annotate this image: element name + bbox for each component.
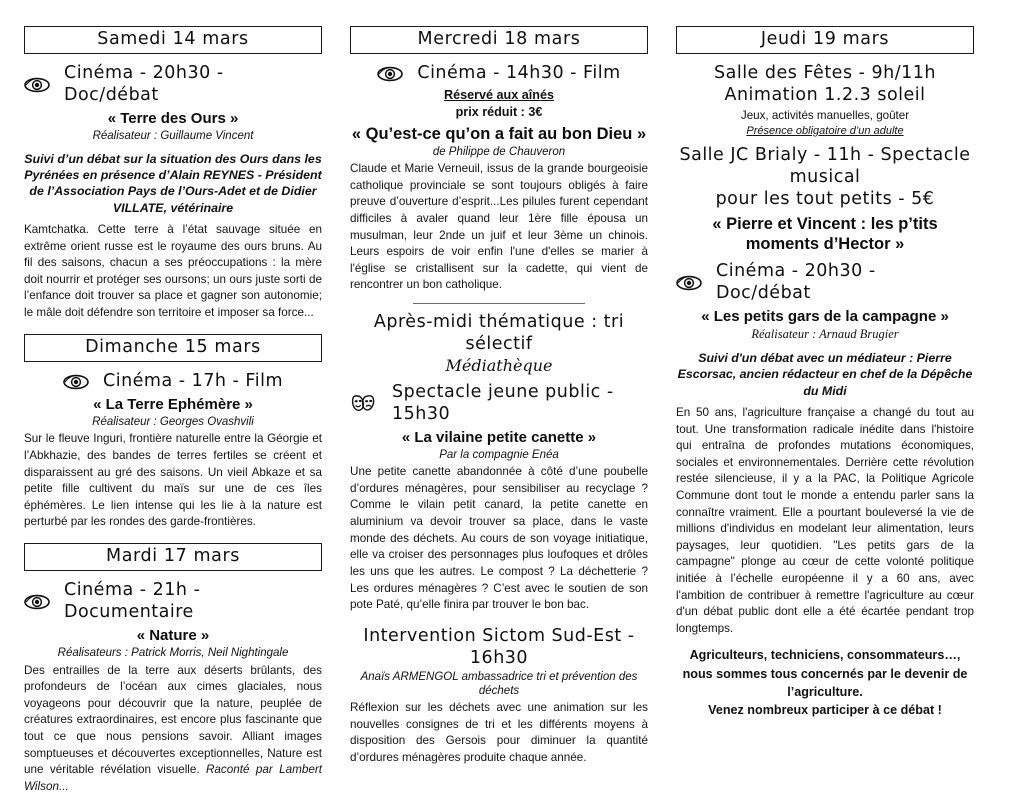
column-1	[24, 26, 322, 793]
film-title: « Nature »	[136, 626, 210, 644]
film-credit: Réalisateur : Arnaud Brugier	[751, 327, 899, 342]
session-line-cinema-jeudi	[676, 261, 974, 305]
show-company: Par la compagnie Enéa	[439, 448, 559, 461]
audience-restriction: Réservé aux aînés	[444, 88, 554, 102]
synopsis: Kamtchatka. Cette terre à l’état sauvage située en extrême orient russe est le royaume des ours bruns. Au fil des saisons, chacun a ses préoccupations : la mère doit nourrir et protéger ses oursons; un ours juste sorti de l’enfance doit trouver sa place et gagner son autonomie; le mâle doit défendre son territoire et imposer sa force...	[24, 223, 322, 320]
synopsis: En 50 ans, l'agriculture française a changé du tout au tout. Une transformation radicale inédite dans l'histoire qui entraîna de profondes mutations économiques, sociales et environnementales. Derrière cette révolution restée silencieuse, il y a la PAC, la Politique Agricole Commune dont tout le monde a entendu parler sans la connaître vraiment. Elle a pourtant bouleversé la vie de millions d'individus en modelant leur alimentation, leurs paysages, leur quotidien. "Les petits gars de la campagne" plonge au cœur de cette volonté politique initiée à l’échelle européenne il y a 60 ans, avec l'ambition de contribuer à remettre l'agriculture au cœur d'un débat public dont elle a été écartée pendant trop longtemps.	[676, 405, 974, 635]
film-title: « Qu’est-ce qu’on a fait au bon Dieu »	[351, 124, 647, 143]
synopsis-narrator: Raconté par Lambert Wilson...	[24, 763, 322, 793]
session-line-cinema-dimanche	[24, 371, 322, 393]
animation-venue: Salle des Fêtes - 9h/11h	[714, 63, 936, 84]
column-gap-2	[648, 26, 676, 706]
column-3	[676, 26, 974, 718]
intervention-heading: Intervention Sictom Sud-Est - 16h30	[363, 625, 635, 668]
animation-title: Animation 1.2.3 soleil	[724, 85, 926, 105]
spectacle-title: « Pierre et Vincent : les p’tits moments d’Hector »	[712, 214, 938, 253]
column-gap-1	[322, 26, 350, 706]
session-line-cinema-mercredi	[350, 63, 648, 85]
synopsis: Claude et Marie Verneuil, issus de la grande bourgeoisie catholique provinciale se sont toujours obligés à faire preuve d’ouverture d’esprit...Les pilules furent cependant difficiles à avaler quand leur 1ère fille épousa un musulman, leur 2nde un juif et leur 3ème un chinois. Leurs espoirs de voir enfin l'une d'elles se marier à l'église se cristallisent sur la cadette, qui vient de rencontrer un bon catholique.	[350, 162, 648, 292]
theme-heading: Après-midi thématique : tri sélectif	[373, 312, 625, 354]
price-note: prix réduit : 3€	[455, 105, 543, 120]
session-text: Cinéma - 20h30 - Doc/débat	[64, 63, 224, 105]
session-text: Cinéma - 21h - Documentaire	[64, 580, 201, 623]
intervention-description: Réflexion sur les déchets avec une animation sur les nouvelles consignes de tri et les différents moyens à disposition des Gersois pour diminuer la quantité d’ordures ménagères produite chaque année.	[350, 701, 648, 765]
film-credit: Réalisateur : Guillaume Vincent	[92, 130, 254, 143]
show-synopsis: Une petite canette abandonnée à côté d’une poubelle d’ordures ménagères, pour sensibiliser au recyclage ? Comme le vilain petit canard, la petite canette en aluminium va devoir trouver sa place, dans le vaste monde des déchets. Au cours de son voyage initiatique, elle va croiser des personnages plus loufoques et drôles les uns que les autres. Le compost ? La déchetterie ? Les ordures ménagères ? C’est avec le soutien de son pote Paté, qu’elle finira par trouver le bon bac.	[350, 465, 648, 612]
session-text: Cinéma - 17h - Film	[102, 370, 283, 391]
animation-detail: Jeux, activités manuelles, goûter	[740, 108, 910, 122]
day-title: Dimanche 15 mars	[85, 336, 261, 357]
animation-requirement: Présence obligatoire d’un adulte	[746, 124, 904, 137]
session-text: Cinéma - 20h30 - Doc/débat	[716, 261, 876, 303]
spectacle-venue: Salle JC Brialy - 11h - Spectacle musical	[679, 145, 971, 188]
closing-call-to-action	[676, 646, 974, 719]
day-title: Jeudi 19 mars	[760, 29, 890, 49]
day-header-mercredi-18-mars	[350, 26, 648, 54]
debate-note: Suivi d'un débat avec un médiateur : Pierre Escorsac, ancien rédacteur en chef de la Dépêche du Midi	[677, 350, 973, 398]
session-line-spectacle-jeune-public	[350, 382, 648, 426]
day-header-jeudi-19-mars	[676, 26, 974, 54]
debate-note: Suivi d’un débat sur la situation des Ours dans les Pyrénées en présence d’Alain REYNES - Président de l’Association Pays de l’Ours-Adet et de Didier VILLATE, vétérinaire	[24, 151, 322, 215]
eye-icon	[24, 594, 50, 610]
closing-line-3: Venez nombreux participer à ce débat !	[708, 703, 942, 718]
theme-venue: Médiathèque	[445, 355, 553, 375]
eye-icon	[24, 77, 50, 93]
closing-line-1: Agriculteurs, techniciens, consommateurs…,	[689, 648, 961, 663]
eye-icon	[377, 66, 403, 82]
synopsis	[24, 663, 322, 795]
day-header-samedi-14-mars	[24, 26, 322, 54]
session-line-cinema-mardi	[24, 580, 322, 624]
column-2	[350, 26, 648, 765]
day-title: Mercredi 18 mars	[417, 29, 581, 49]
day-header-mardi-17-mars	[24, 543, 322, 571]
theater-masks-icon	[350, 394, 378, 414]
closing-line-2: nous sommes tous concernés par le devenir de l’agriculture.	[682, 666, 968, 699]
eye-icon	[63, 374, 89, 390]
section-separator	[413, 303, 585, 304]
day-title: Mardi 17 mars	[106, 546, 240, 567]
intervention-speaker: Anaïs ARMENGOL ambassadrice tri et prévention des déchets	[360, 670, 638, 697]
film-title: « La Terre Ephémère »	[93, 395, 253, 413]
film-title: « Terre des Ours »	[107, 109, 239, 127]
film-credit: Réalisateurs : Patrick Morris, Neil Nightingale	[57, 647, 289, 660]
day-header-dimanche-15-mars	[24, 334, 322, 362]
film-credit: Réalisateur : Georges Ovashvili	[92, 416, 254, 428]
session-text: Spectacle jeune public - 15h30	[392, 381, 614, 424]
day-title: Samedi 14 mars	[97, 29, 249, 49]
synopsis-part-1: Des entrailles de la terre aux déserts brûlants, des profondeurs de l’océan aux cimes glaciales, nous voyageons pour découvrir que la nature, peuplée de créatures extraordinaires, est encore plus fascinante que tout ce que nous pensions savoir. Alliant images somptueuses et découvertes exceptionnelles, Nature est une véritable révélation visuelle.	[24, 663, 322, 777]
eye-icon	[676, 275, 702, 291]
spectacle-subtitle: pour les tout petits - 5€	[715, 188, 935, 209]
synopsis: Sur le fleuve Inguri, frontière naturelle entre la Géorgie et l’Abkhazie, des bandes de terres fertiles se créent et disparaissent au gré des saisons. Un vieil Abkaze et sa petite fille cultivent du maïs sur une de ces îles éphémères. Le lien intense qui les lie à la nature est perturbé par les rondes des garde-frontières.	[24, 432, 322, 529]
film-title: « Les petits gars de la campagne »	[701, 307, 949, 325]
session-line-cinema-samedi	[24, 63, 322, 107]
show-title: « La vilaine petite canette »	[401, 428, 597, 446]
session-text: Cinéma - 14h30 - Film	[417, 63, 621, 84]
film-credit: de Philippe de Chauveron	[432, 145, 566, 158]
